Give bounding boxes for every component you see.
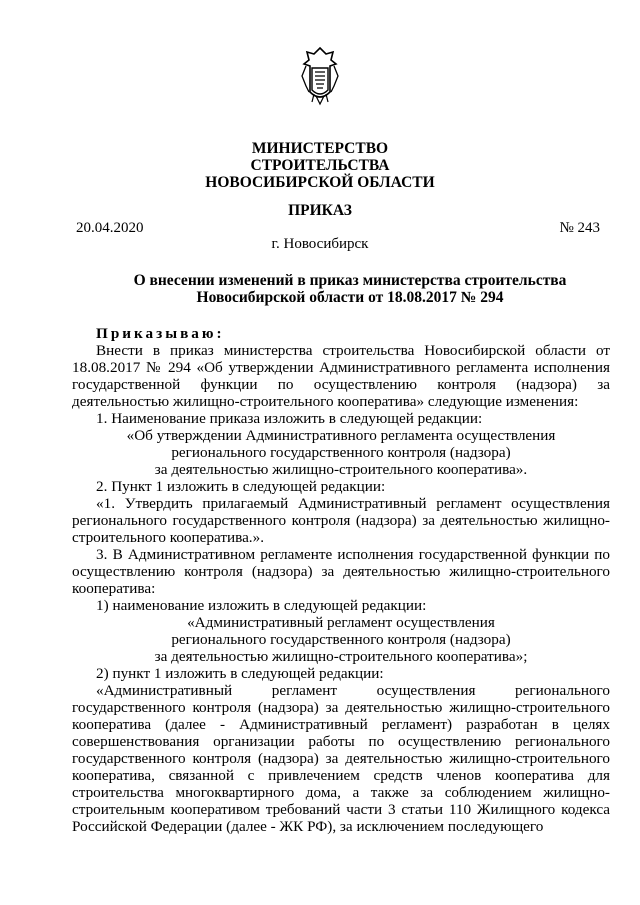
quote-line: за деятельностью жилищно-строительного кооператива»; <box>154 648 528 665</box>
quote-line: «Об утверждении Административного регламента осуществления <box>126 427 556 444</box>
title-line: О внесении изменений в приказ министерства строительства <box>133 272 567 289</box>
item-3-sub-1-quote <box>72 614 610 665</box>
quote-line: «Административный регламент осуществления <box>187 614 495 631</box>
item-1: 1. Наименование приказа изложить в следующей редакции: <box>96 410 483 427</box>
item-2: 2. Пункт 1 изложить в следующей редакции: <box>96 478 386 495</box>
item-3-sub-1: 1) наименование изложить в следующей редакции: <box>96 597 427 614</box>
ministry-line: НОВОСИБИРСКОЙ ОБЛАСТИ <box>205 174 435 191</box>
quote-line: за деятельностью жилищно-строительного кооператива». <box>154 461 528 478</box>
ministry-line: МИНИСТЕРСТВО <box>251 140 389 157</box>
document-city: г. Новосибирск <box>271 236 369 252</box>
item-2-quote: «1. Утвердить прилагаемый Административный регламент осуществления регионального государственного контроля (надзора) за деятельностью жилищно-строительного кооператива.». <box>72 495 610 546</box>
item-3-sub-2: 2) пункт 1 изложить в следующей редакции: <box>96 665 384 682</box>
item-3-sub-2-quote: «Административный регламент осуществления регионального государственного контроля (надзора) за деятельностью жилищно-строительного кооператива (далее - Административный регламент) разработан в целях совершенствования организации работы по осуществлению регионального государственного контроля (надзора) за деятельностью жилищно-строительного кооператива, связанной с привлечением средств членов кооператива для строительства многоквартирного дома, а также за соблюдением жилищно-строительным кооперативом требований части 3 статьи 110 Жилищного кодекса Российской Федерации (далее - ЖК РФ), за исключением последующего <box>72 682 610 835</box>
title-line: Новосибирской области от 18.08.2017 № 294 <box>196 289 504 306</box>
quote-line: регионального государственного контроля (надзора) <box>171 631 511 648</box>
intro-paragraph: Внести в приказ министерства строительства Новосибирской области от 18.08.2017 № 294 «Об утверждении Административного регламента исполнения государственной функции по осуществлению контроля (надзора) за деятельностью жилищно-строительного кооператива» следующие изменения: <box>72 342 610 410</box>
ministry-name <box>0 140 640 191</box>
document-body <box>72 325 610 835</box>
item-3: 3. В Административном регламенте исполнения государственной функции по осуществлению контроля (надзора) за деятельностью жилищно-строительного кооператива: <box>72 546 610 597</box>
document-date: 20.04.2020 <box>76 220 144 236</box>
document-number: № 243 <box>559 220 600 236</box>
ministry-line: СТРОИТЕЛЬСТВА <box>250 157 390 174</box>
quote-line: регионального государственного контроля (надзора) <box>171 444 511 461</box>
document-title <box>90 272 610 306</box>
item-1-quote <box>72 427 610 478</box>
document-type: ПРИКАЗ <box>288 202 352 219</box>
coat-of-arms-icon <box>300 46 340 106</box>
order-word: Приказываю: <box>96 325 225 342</box>
